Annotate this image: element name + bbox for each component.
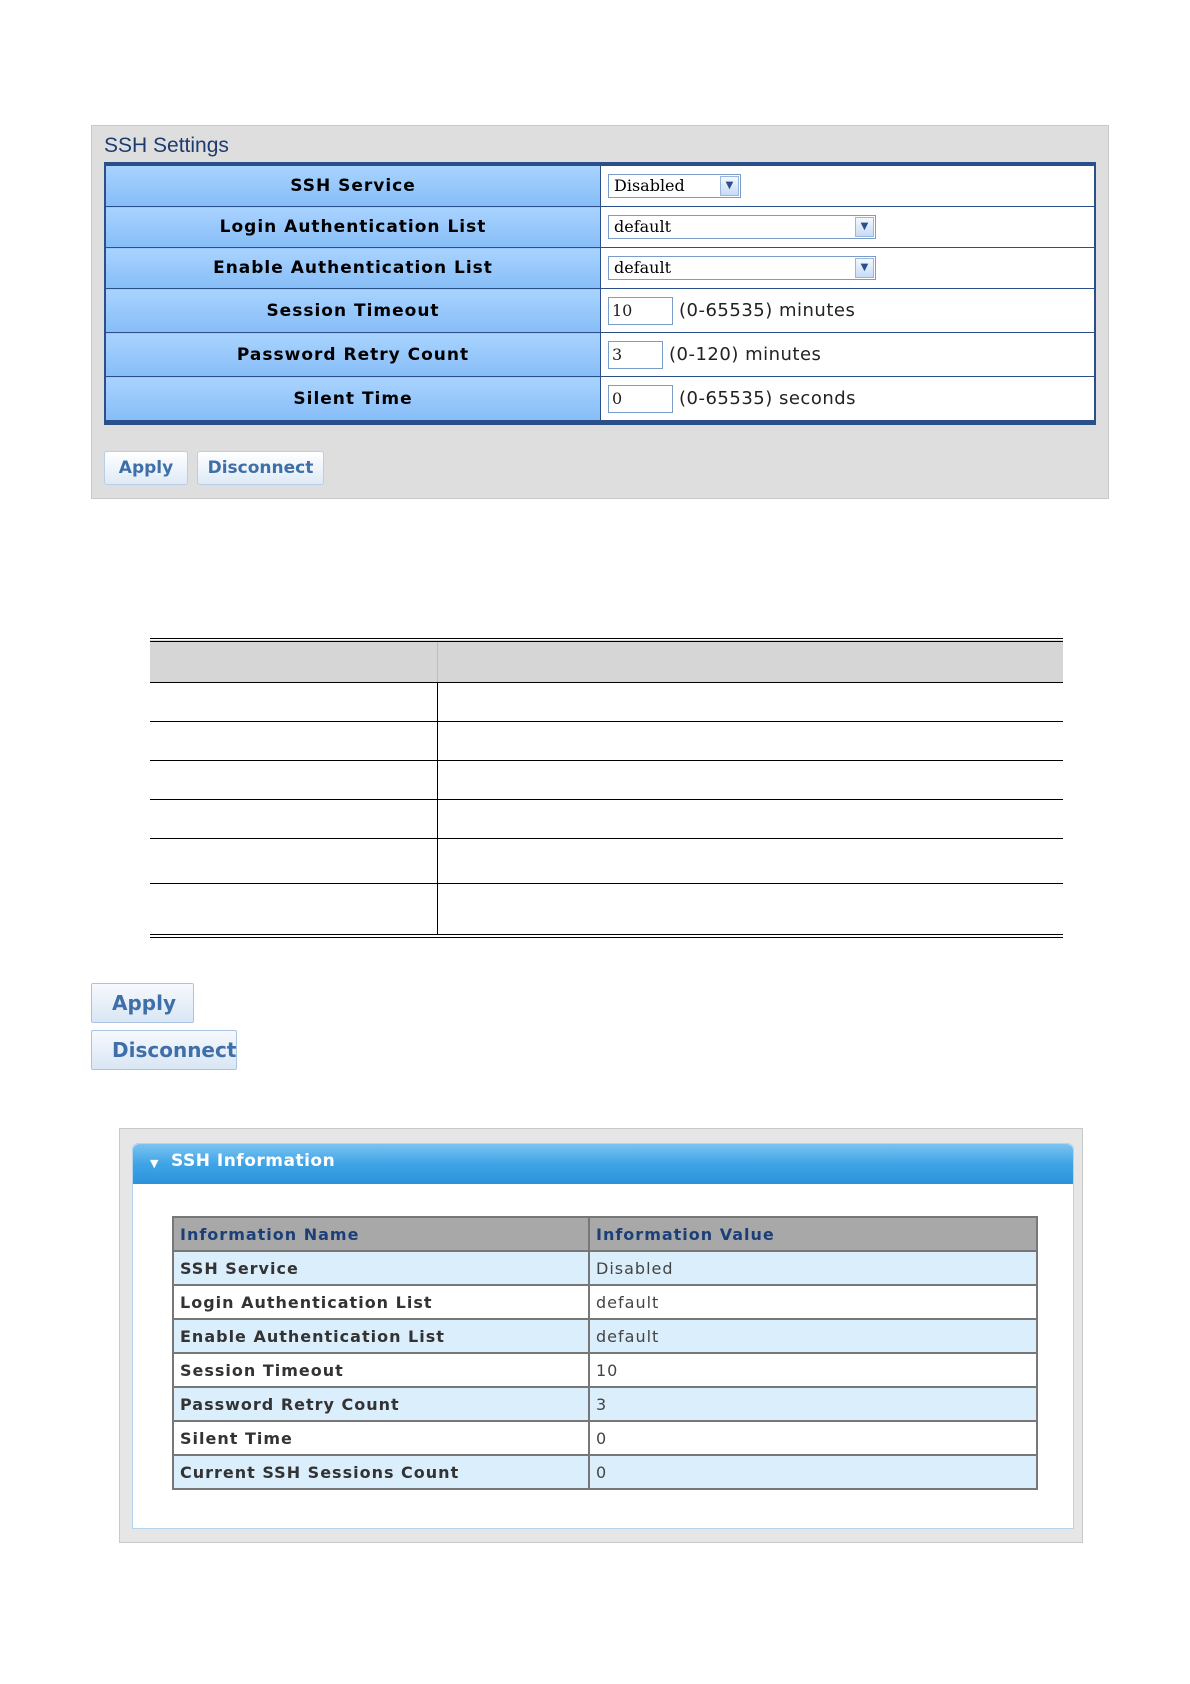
- enable-auth-list-label: Enable Authentication List: [105, 248, 601, 289]
- info-value: 10: [589, 1353, 1037, 1387]
- table-row: [173, 1353, 1037, 1387]
- disconnect-button[interactable]: Disconnect: [197, 451, 324, 485]
- info-name: Silent Time: [173, 1421, 589, 1455]
- table-row: [150, 839, 1063, 884]
- settings-row-login-auth-list: [105, 207, 1095, 248]
- info-name: Session Timeout: [173, 1353, 589, 1387]
- enable-auth-list-select[interactable]: [608, 256, 876, 280]
- table-row: [173, 1387, 1037, 1421]
- chevron-down-icon[interactable]: ▼: [855, 217, 874, 237]
- table-row: [173, 1319, 1037, 1353]
- silent-time-label: Silent Time: [105, 377, 601, 423]
- settings-row-password-retry-count: [105, 333, 1095, 377]
- settings-row-session-timeout: [105, 289, 1095, 333]
- settings-row-enable-auth-list: [105, 248, 1095, 289]
- chevron-down-icon[interactable]: ▼: [720, 176, 739, 196]
- ssh-information-title: SSH Information: [171, 1151, 336, 1171]
- apply-button[interactable]: Apply: [104, 451, 188, 485]
- table-row: [173, 1455, 1037, 1489]
- ssh-information-panel: [119, 1128, 1083, 1543]
- settings-row-ssh-service: [105, 164, 1095, 207]
- info-value: default: [589, 1319, 1037, 1353]
- session-timeout-label: Session Timeout: [105, 289, 601, 333]
- login-auth-list-select-value: default: [614, 217, 672, 236]
- table-row: [150, 884, 1063, 937]
- table-row: [150, 761, 1063, 800]
- ssh-settings-panel: [91, 125, 1109, 499]
- disconnect-button-large[interactable]: Disconnect: [91, 1030, 237, 1070]
- triangle-down-icon[interactable]: ▼: [150, 1157, 159, 1170]
- session-timeout-unit: (0-65535) minutes: [679, 300, 856, 321]
- info-name: Enable Authentication List: [173, 1319, 589, 1353]
- info-value: Disabled: [589, 1251, 1037, 1285]
- ssh-service-select[interactable]: [608, 174, 741, 198]
- info-value: default: [589, 1285, 1037, 1319]
- table-row: [173, 1251, 1037, 1285]
- chevron-down-icon[interactable]: ▼: [855, 258, 874, 278]
- silent-time-input[interactable]: 0: [608, 385, 673, 413]
- password-retry-count-input[interactable]: 3: [608, 341, 663, 369]
- info-value: 0: [589, 1455, 1037, 1489]
- table-row: [150, 683, 1063, 722]
- password-retry-count-label: Password Retry Count: [105, 333, 601, 377]
- panel-title: SSH Settings: [104, 134, 229, 157]
- ssh-information-header[interactable]: [133, 1144, 1073, 1184]
- session-timeout-input[interactable]: 10: [608, 297, 673, 325]
- column-header-name: Information Name: [173, 1217, 589, 1251]
- ssh-service-label: SSH Service: [105, 164, 601, 207]
- info-name: Login Authentication List: [173, 1285, 589, 1319]
- apply-button-large[interactable]: Apply: [91, 983, 194, 1023]
- table-row: [173, 1421, 1037, 1455]
- table-row: [150, 800, 1063, 839]
- column-header-value: Information Value: [589, 1217, 1037, 1251]
- password-retry-count-unit: (0-120) minutes: [669, 344, 822, 365]
- info-value: 0: [589, 1421, 1037, 1455]
- table-row: [173, 1285, 1037, 1319]
- table-row: [150, 722, 1063, 761]
- ssh-information-table: [172, 1216, 1038, 1490]
- login-auth-list-select[interactable]: [608, 215, 876, 239]
- description-table: [150, 638, 1063, 938]
- info-name: Current SSH Sessions Count: [173, 1455, 589, 1489]
- enable-auth-list-select-value: default: [614, 258, 672, 277]
- ssh-service-select-value: Disabled: [614, 176, 685, 195]
- ssh-settings-table: [104, 162, 1096, 425]
- info-value: 3: [589, 1387, 1037, 1421]
- settings-row-silent-time: [105, 377, 1095, 423]
- info-name: Password Retry Count: [173, 1387, 589, 1421]
- info-name: SSH Service: [173, 1251, 589, 1285]
- login-auth-list-label: Login Authentication List: [105, 207, 601, 248]
- table-header-row: [173, 1217, 1037, 1251]
- silent-time-unit: (0-65535) seconds: [679, 388, 857, 409]
- description-table-header: [150, 640, 1063, 683]
